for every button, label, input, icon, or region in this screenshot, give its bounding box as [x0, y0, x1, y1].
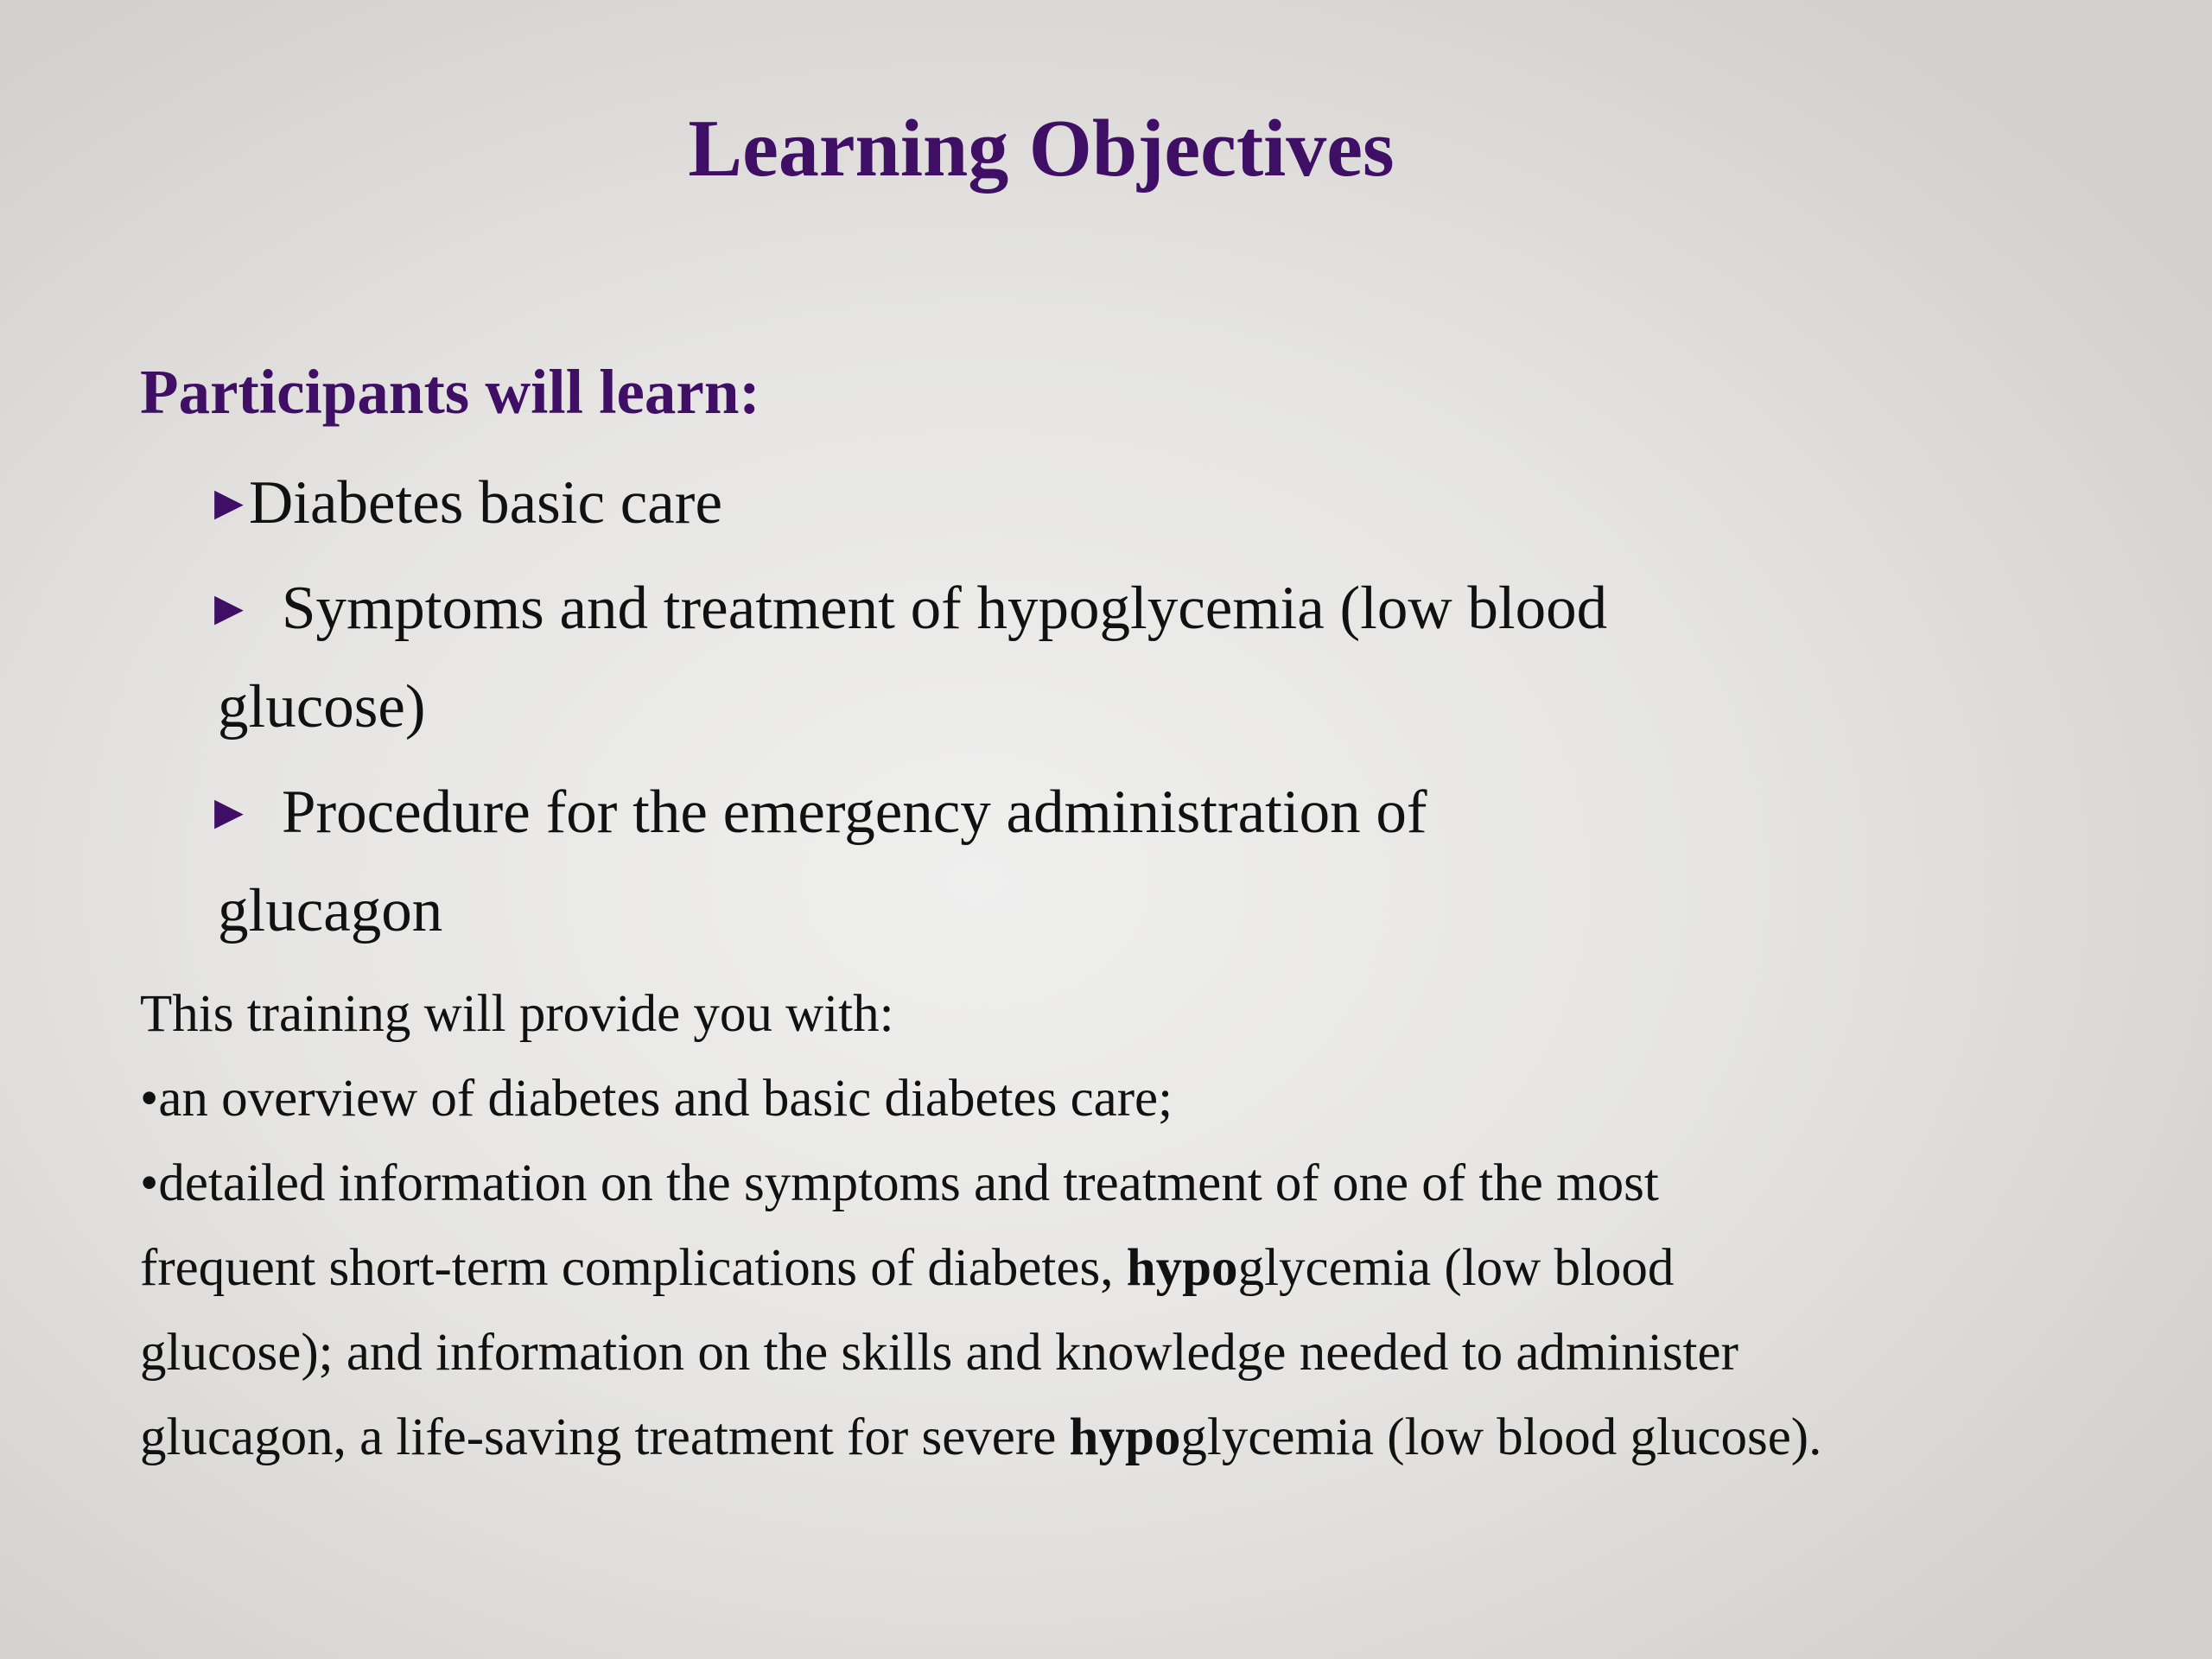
objective-text: Diabetes basic care [249, 469, 722, 537]
emphasis-hypo: hypo [1126, 1239, 1238, 1297]
triangle-bullet-icon: ▶ [214, 587, 244, 629]
triangle-bullet-icon: ▶ [214, 791, 244, 833]
text-segment: glucagon, a life-saving treatment for severe [140, 1408, 1070, 1466]
text-segment: frequent short-term complications of diabetes, [140, 1239, 1127, 1297]
training-description [140, 972, 2127, 1480]
slide-title: Learning Objectives [688, 104, 1395, 194]
objective-text: Procedure for the emergency administration of [282, 779, 1427, 846]
triangle-bullet-icon: ▶ [214, 481, 244, 524]
objective-item-basic-care [214, 454, 2029, 552]
objective-text-continued: glucagon [218, 877, 443, 944]
training-point-overview: •an overview of diabetes and basic diabetes care; [140, 1070, 1173, 1128]
participants-subheading: Participants will learn: [140, 357, 760, 427]
training-point-detailed-line3: glucose); and information on the skills and knowledge needed to administer [140, 1324, 1738, 1382]
objective-item-glucagon [214, 763, 2029, 960]
training-point-detailed-line2 [140, 1226, 2127, 1311]
text-segment: glycemia (low blood [1237, 1239, 1675, 1297]
objective-text-continued: glucose) [218, 673, 426, 741]
objective-text: Symptoms and treatment of hypoglycemia (low blood [282, 575, 1608, 642]
training-point-detailed-line4 [140, 1395, 2127, 1480]
emphasis-hypo: hypo [1069, 1408, 1181, 1466]
training-intro: This training will provide you with: [140, 985, 894, 1043]
objectives-list [214, 454, 2029, 967]
objective-item-hypoglycemia [214, 559, 2029, 756]
text-segment: glycemia (low blood glucose). [1180, 1408, 1822, 1466]
training-point-detailed-line1: •detailed information on the symptoms and treatment of one of the most [140, 1154, 1659, 1212]
